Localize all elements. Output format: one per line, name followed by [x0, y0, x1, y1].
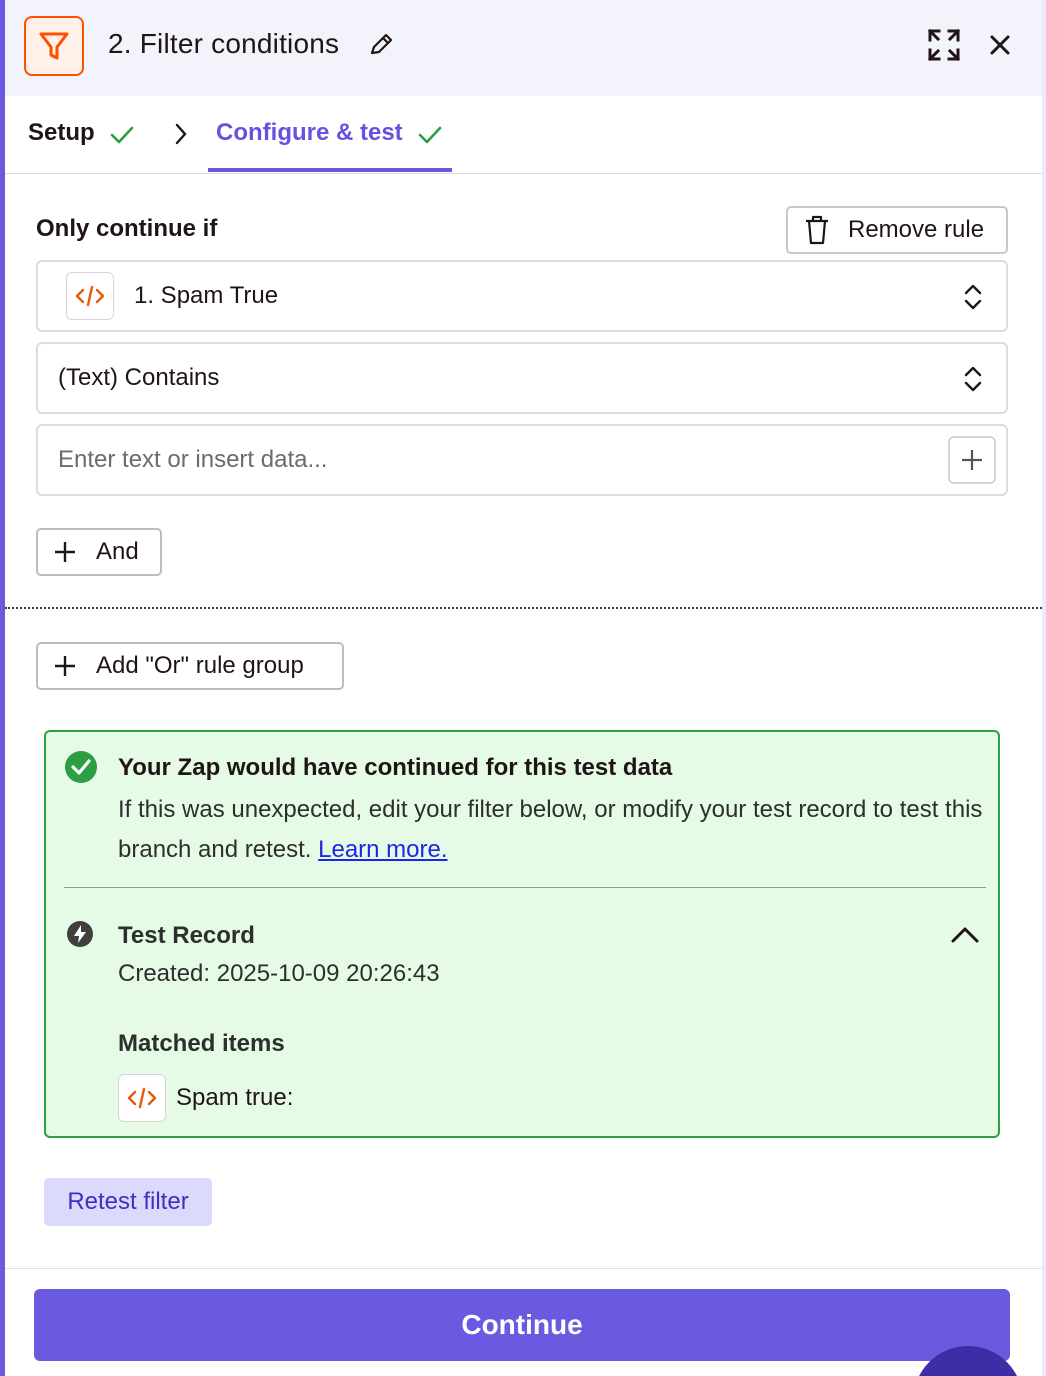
code-icon: [66, 272, 114, 320]
updown-icon: [962, 282, 984, 312]
tab-configure-test[interactable]: Configure & test: [216, 119, 403, 146]
continue-button[interactable]: Continue: [34, 1289, 1010, 1361]
tab-setup[interactable]: Setup: [28, 119, 95, 146]
result-message: If this was unexpected, edit your filter below, or modify your test record to test this branch and retest.: [118, 796, 983, 863]
plus-icon: [960, 448, 984, 472]
expand-icon[interactable]: [927, 28, 961, 62]
plus-icon: [54, 541, 76, 563]
field-value: 1. Spam True: [134, 282, 279, 309]
result-divider: [64, 887, 986, 888]
remove-rule-label: Remove rule: [848, 216, 985, 243]
retest-filter-button[interactable]: Retest filter: [44, 1178, 212, 1226]
value-input[interactable]: [36, 424, 1008, 496]
matched-item: Spam true:: [176, 1084, 294, 1111]
result-body: [118, 790, 988, 870]
remove-rule-button[interactable]: [786, 206, 1008, 254]
test-record-title: Test Record: [118, 922, 255, 949]
or-divider: [5, 607, 1042, 609]
check-icon: [417, 124, 443, 146]
and-button[interactable]: [36, 528, 162, 576]
step-header: [5, 0, 1042, 96]
bolt-icon: [66, 920, 94, 948]
condition-select[interactable]: [36, 342, 1008, 414]
value-placeholder: Enter text or insert data...: [58, 446, 328, 473]
active-tab-indicator: [208, 168, 452, 172]
learn-more-link[interactable]: Learn more.: [318, 836, 448, 863]
and-label: And: [96, 538, 139, 565]
trash-icon: [804, 215, 830, 245]
add-or-rule-group-button[interactable]: [36, 642, 344, 690]
step-title: 2. Filter conditions: [108, 28, 340, 59]
rule-label: Only continue if: [36, 215, 218, 242]
updown-icon: [962, 364, 984, 394]
code-icon: [118, 1074, 166, 1122]
filter-app-icon: [24, 16, 84, 76]
success-check-icon: [64, 750, 98, 784]
result-title: Your Zap would have continued for this test data: [118, 754, 673, 781]
record-created: Created: 2025-10-09 20:26:43: [118, 960, 440, 987]
filter-icon: [36, 28, 72, 64]
condition-value: (Text) Contains: [58, 364, 220, 391]
chevron-right-icon: [171, 121, 191, 147]
insert-data-button[interactable]: [948, 436, 996, 484]
chevron-up-icon[interactable]: [950, 924, 980, 946]
matched-items-title: Matched items: [118, 1030, 285, 1057]
close-icon[interactable]: [987, 32, 1013, 58]
add-or-label: Add "Or" rule group: [96, 652, 304, 679]
check-icon: [109, 124, 135, 146]
step-tabs: [5, 96, 1042, 174]
field-select[interactable]: [36, 260, 1008, 332]
plus-icon: [54, 655, 76, 677]
footer-divider: [5, 1268, 1042, 1269]
test-result-box: [44, 730, 1000, 1138]
pencil-icon[interactable]: [367, 31, 395, 59]
